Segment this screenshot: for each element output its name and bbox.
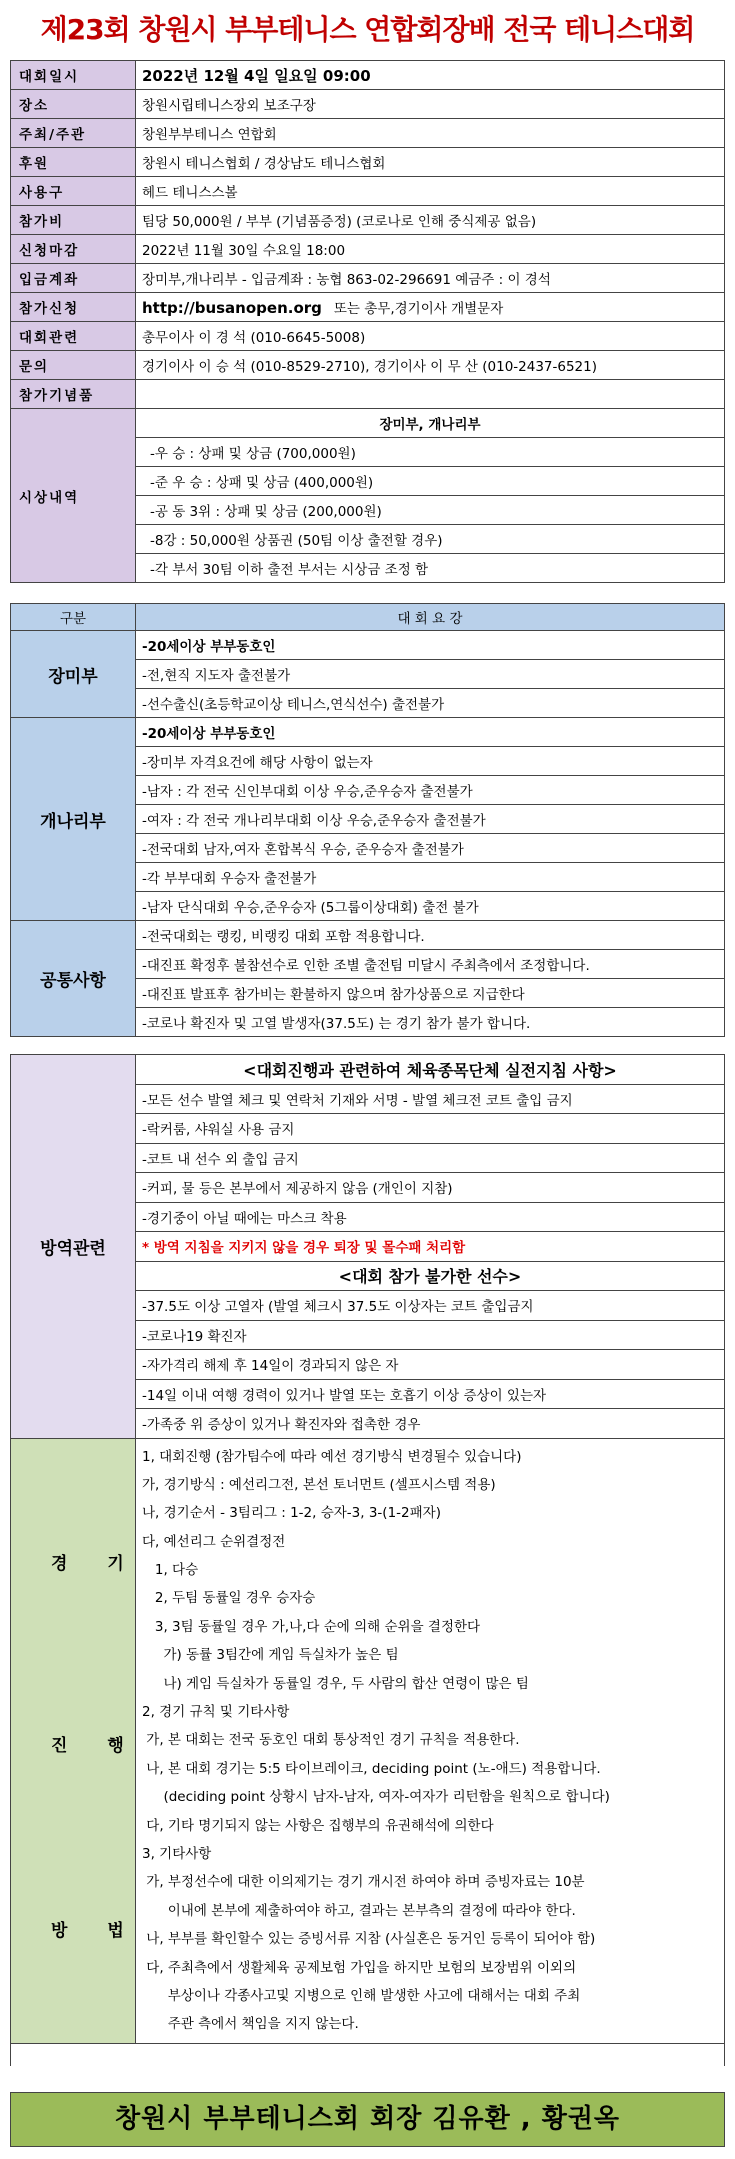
quarantine-line: -자가격리 해제 후 14일이 경과되지 않은 자	[136, 1350, 725, 1380]
info-row	[11, 264, 725, 293]
info-row	[11, 293, 725, 322]
rules-header-category: 구분	[11, 604, 136, 631]
progress-line: 다, 주최측에서 생활체육 공제보험 가입을 하지만 보험의 보장범위 이외의	[142, 1959, 577, 1976]
info-value: 2022년 11월 30일 수요일 18:00	[136, 235, 725, 264]
info-row	[11, 322, 725, 351]
quarantine-line: -37.5도 이상 고열자 (발열 체크시 37.5도 이상자는 코트 출입금지	[136, 1291, 725, 1321]
info-label: 주최/주관	[11, 119, 136, 148]
progress-label	[11, 1438, 164, 2043]
footer-organizer: 창원시 부부테니스회 회장 김유환 , 황권옥	[10, 2092, 725, 2147]
info-label: 장소	[11, 90, 136, 119]
info-label: 입금계좌	[11, 264, 136, 293]
progress-line: 2, 두팀 동률일 경우 승자승	[142, 1590, 316, 1607]
info-table	[10, 60, 725, 583]
quarantine-line: * 방역 지침을 지키지 않을 경우 퇴장 및 몰수패 처리함	[136, 1232, 725, 1262]
info-row	[11, 380, 725, 409]
group-line: -전국대회는 랭킹, 비랭킹 대회 포함 적용합니다.	[136, 921, 725, 950]
group-label: 장미부	[11, 631, 136, 718]
progress-line: 3, 기타사항	[142, 1845, 212, 1862]
group-label: 공통사항	[11, 921, 136, 1037]
group-line: -20세이상 부부동호인	[136, 631, 725, 660]
progress-line: 다, 기타 명기되지 않는 사항은 집행부의 유권해석에 의한다	[142, 1817, 494, 1834]
info-row	[11, 148, 725, 177]
info-label: 대회일시	[11, 61, 136, 90]
progress-line: (deciding point 상황시 남자-남자, 여자-여자가 리턴함을 원칙으로 합니다)	[142, 1789, 610, 1806]
group-line: -전,현직 지도자 출전불가	[136, 660, 725, 689]
group-line: -선수출신(초등학교이상 테니스,연식선수) 출전불가	[136, 689, 725, 718]
group-line: -장미부 자격요건에 해당 사항이 없는자	[136, 747, 725, 776]
info-row	[11, 177, 725, 206]
quarantine-line: -락커룸, 샤워실 사용 금지	[136, 1114, 725, 1144]
rules-header-title: 대 회 요 강	[136, 604, 725, 631]
group-line: -대진표 확정후 불참선수로 인한 조별 출전팀 미달시 주최측에서 조정합니다.	[136, 950, 725, 979]
progress-label-text: 진행	[51, 1735, 164, 1756]
quarantine-line: -커피, 물 등은 본부에서 제공하지 않음 (개인이 지참)	[136, 1173, 725, 1203]
quarantine-line: -모든 선수 발열 체크 및 연락처 기재와 서명 - 발열 체크전 코트 출입 금지	[136, 1084, 725, 1114]
info-value: 창원시 테니스협회 / 경상남도 테니스협회	[136, 148, 725, 177]
group-line: -20세이상 부부동호인	[136, 718, 725, 747]
quarantine-table	[10, 1054, 725, 2066]
info-row	[11, 235, 725, 264]
signup-link[interactable]: http://busanopen.org	[142, 299, 322, 317]
group-line: -전국대회 남자,여자 혼합복식 우승, 준우승자 출전불가	[136, 834, 725, 863]
progress-label-text: 경기	[51, 1553, 164, 1574]
progress-line: 나, 경기순서 - 3팀리그 : 1-2, 승자-3, 3-(1-2패자)	[142, 1505, 441, 1522]
prize-line: -공 동 3위 : 상패 및 상금 (200,000원)	[136, 496, 725, 525]
group-line: -코로나 확진자 및 고열 발생자(37.5도) 는 경기 참가 불가 합니다.	[136, 1008, 725, 1037]
info-label: 참가비	[11, 206, 136, 235]
info-label: 참가기념품	[11, 380, 136, 409]
progress-line: 이내에 본부에 제출하여야 하고, 결과는 본부측의 결정에 따라야 한다.	[142, 1902, 576, 1919]
info-row	[11, 351, 725, 380]
info-value: 경기이사 이 승 석 (010-8529-2710), 경기이사 이 무 산 (010-2437-6521)	[136, 351, 725, 380]
info-label: 대회관련	[11, 322, 136, 351]
info-row	[11, 206, 725, 235]
progress-body	[136, 1438, 725, 2043]
group-label: 개나리부	[11, 718, 136, 921]
progress-line: 주관 측에서 책임을 지지 않는다.	[142, 2016, 359, 2033]
progress-line: 나, 부부를 확인할수 있는 증빙서류 지참 (사실혼은 동거인 등록이 되어야 함)	[142, 1931, 596, 1948]
progress-line: 1, 대회진행 (참가팀수에 따라 예선 경기방식 변경될수 있습니다)	[142, 1448, 522, 1465]
info-value: 장미부,개나리부 - 입금계좌 : 농협 863-02-296691 예금주 : 이 경석	[136, 264, 725, 293]
quarantine-line: -코로나19 확진자	[136, 1320, 725, 1350]
group-line: -여자 : 각 전국 개나리부대회 이상 우승,준우승자 출전불가	[136, 805, 725, 834]
info-value: 팀당 50,000원 / 부부 (기념품증정) (코로나로 인해 중식제공 없음)	[136, 206, 725, 235]
rules-table	[10, 603, 725, 1037]
progress-line: 가, 부정선수에 대한 이의제기는 경기 개시전 하여야 하며 증빙자료는 10분	[142, 1874, 585, 1891]
prize-line: -우 승 : 상패 및 상금 (700,000원)	[136, 438, 725, 467]
quarantine-label: 방역관련	[11, 1055, 136, 1439]
prize-line: -준 우 승 : 상패 및 상금 (400,000원)	[136, 467, 725, 496]
info-label: 사용구	[11, 177, 136, 206]
info-value	[136, 380, 725, 409]
info-label: 후원	[11, 148, 136, 177]
info-value: 헤드 테니스스볼	[136, 177, 725, 206]
progress-line: 나, 본 대회 경기는 5:5 타이브레이크, deciding point (노-애드) 적용합니다.	[142, 1760, 601, 1777]
info-row	[11, 119, 725, 148]
group-line: -각 부부대회 우승자 출전불가	[136, 863, 725, 892]
progress-line: 가) 동률 3팀간에 게임 득실차가 높은 팀	[142, 1647, 399, 1664]
progress-line: 2, 경기 규칙 및 기타사항	[142, 1704, 290, 1721]
info-value: 2022년 12월 4일 일요일 09:00	[136, 61, 725, 90]
progress-line: 3, 3팀 동률일 경우 가,나,다 순에 의해 순위을 결정한다	[142, 1618, 481, 1635]
page-title: 제23회 창원시 부부테니스 연합회장배 전국 테니스대회	[40, 13, 695, 46]
progress-line: 부상이나 각종사고및 지병으로 인해 발생한 사고에 대해서는 대회 주최	[142, 1987, 581, 2004]
info-value: 창원시립테니스장외 보조구장	[136, 90, 725, 119]
quarantine-line: -가족중 위 증상이 있거나 확진자와 접촉한 경우	[136, 1409, 725, 1439]
group-line: -남자 : 각 전국 신인부대회 이상 우승,준우승자 출전불가	[136, 776, 725, 805]
info-label: 참가신청	[11, 293, 136, 322]
quarantine-line: -14일 이내 여행 경력이 있거나 발열 또는 호흡기 이상 증상이 있는자	[136, 1379, 725, 1409]
group-line: -대진표 발표후 참가비는 환불하지 않으며 참가상품으로 지급한다	[136, 979, 725, 1008]
progress-line: 1, 다승	[142, 1562, 199, 1579]
quarantine-line: <대회 참가 불가한 선수>	[136, 1261, 725, 1291]
progress-line: 가, 경기방식 : 예선리그전, 본선 토너먼트 (셀프시스템 적용)	[142, 1476, 496, 1493]
prize-label: 시상내역	[11, 409, 136, 583]
quarantine-line: -코트 내 선수 외 출입 금지	[136, 1143, 725, 1173]
progress-line: 가, 본 대회는 전국 동호인 대회 통상적인 경기 규칙을 적용한다.	[142, 1732, 520, 1749]
info-value: 창원부부테니스 연합회	[136, 119, 725, 148]
spacer-cell	[11, 2043, 725, 2066]
quarantine-line: -경기중이 아닐 때에는 마스크 착용	[136, 1202, 725, 1232]
info-value	[136, 293, 725, 322]
group-line: -남자 단식대회 우승,준우승자 (5그룹이상대회) 출전 불가	[136, 892, 725, 921]
signup-note: 또는 총무,경기이사 개별문자	[333, 301, 504, 317]
info-row	[11, 90, 725, 119]
info-value: 총무이사 이 경 석 (010-6645-5008)	[136, 322, 725, 351]
prize-line: -각 부서 30팀 이하 출전 부서는 시상금 조정 함	[136, 554, 725, 583]
info-label: 문의	[11, 351, 136, 380]
prize-line: -8강 : 50,000원 상품권 (50팀 이상 출전할 경우)	[136, 525, 725, 554]
quarantine-line: <대회진행과 관련하여 체육종목단체 실전지침 사항>	[136, 1055, 725, 1085]
info-row	[11, 61, 725, 90]
progress-label-text: 방법	[51, 1920, 164, 1941]
info-label: 신청마감	[11, 235, 136, 264]
progress-line: 나) 게임 득실차가 동률일 경우, 두 사람의 합산 연령이 많은 팀	[142, 1675, 529, 1692]
prize-heading: 장미부, 개나리부	[136, 409, 725, 438]
progress-line: 다, 예선리그 순위결정전	[142, 1533, 286, 1550]
